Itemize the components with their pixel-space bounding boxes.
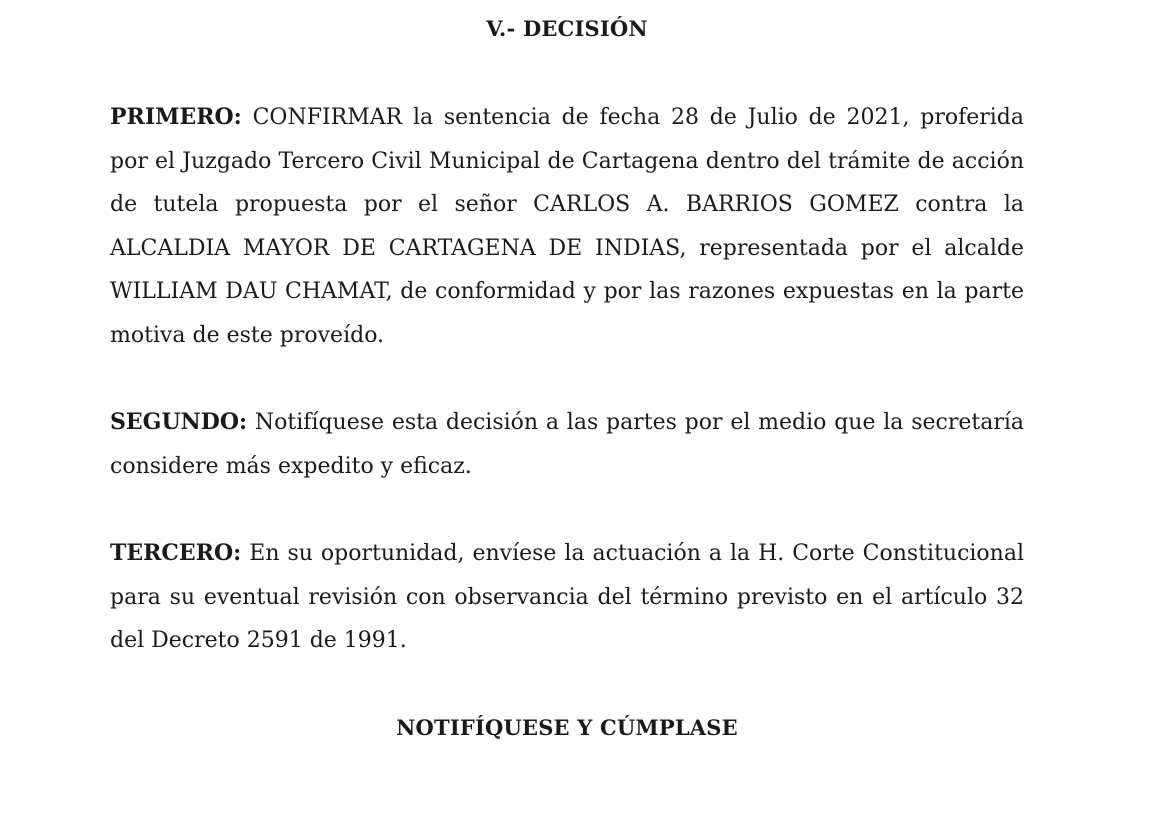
paragraph-text: En su oportunidad, envíese la actuación a la H. Corte Constitucional para su eventual revisión con observancia del término previsto en el artículo 32 del Decreto 2591 de 1991. bbox=[110, 541, 1024, 654]
closing-statement: NOTIFÍQUESE Y CÚMPLASE bbox=[396, 715, 738, 740]
paragraph-label: SEGUNDO: bbox=[110, 409, 248, 435]
paragraph-tercero bbox=[110, 532, 1024, 663]
paragraph-primero bbox=[110, 96, 1024, 358]
section-title: V.- DECISIÓN bbox=[486, 16, 648, 41]
paragraph-label: TERCERO: bbox=[110, 540, 242, 566]
paragraph-label: PRIMERO: bbox=[110, 104, 242, 130]
paragraph-text: Notifíquese esta decisión a las partes por el medio que la secretaría considere más expedito y eficaz. bbox=[110, 410, 1024, 479]
paragraph-segundo bbox=[110, 401, 1024, 488]
paragraph-text: CONFIRMAR la sentencia de fecha 28 de Julio de 2021, proferida por el Juzgado Tercero Civil Municipal de Cartagena dentro del trámite de acción de tutela propuesta por el señor CARLOS A. BARRIOS GOMEZ contra la ALCALDIA MAYOR DE CARTAGENA DE INDIAS, representada por el alcalde WILLIAM DAU CHAMAT, de conformidad y por las razones expuestas en la parte motiva de este proveído. bbox=[110, 105, 1024, 348]
